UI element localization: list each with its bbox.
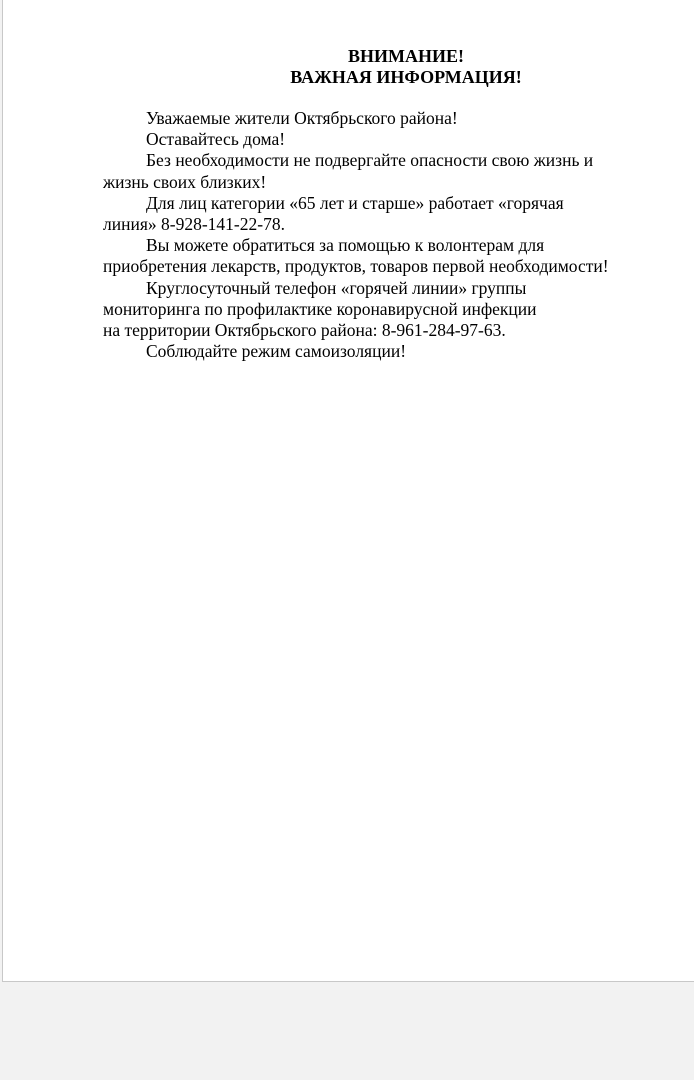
paragraph-line: Круглосуточный телефон «горячей линии» группы [146, 277, 527, 298]
greeting-paragraph [103, 108, 673, 129]
paragraph-line: на территории Октябрьского района: 8-961-284-97-63. [103, 320, 506, 341]
paragraph-line: Вы можете обратиться за помощью к волонтерам для [146, 235, 545, 256]
safety-paragraph [103, 150, 673, 171]
paragraph-line: жизнь своих близких! [103, 171, 267, 192]
volunteers-paragraph [103, 235, 673, 256]
monitoring-hotline-paragraph [103, 278, 673, 299]
paragraph-text: Соблюдайте режим самоизоляции! [146, 341, 407, 362]
paragraph-text: Оставайтесь дома! [146, 129, 286, 150]
page-title [3, 46, 694, 88]
safety-paragraph-cont [103, 172, 673, 193]
self-isolation-paragraph [103, 341, 673, 362]
monitoring-hotline-paragraph-cont [103, 299, 673, 341]
stay-home-paragraph [103, 129, 673, 150]
title-line-2: ВАЖНАЯ ИНФОРМАЦИЯ! [290, 67, 522, 87]
hotline-elderly-paragraph-cont [103, 214, 673, 235]
hotline-elderly-paragraph [103, 193, 673, 214]
paragraph-line: Без необходимости не подвергайте опасности свою жизнь и [146, 150, 594, 171]
paragraph-line: приобретения лекарств, продуктов, товаров первой необходимости! [103, 256, 609, 277]
paragraph-line: линия» 8-928-141-22-78. [103, 214, 285, 235]
volunteers-paragraph-cont [103, 256, 673, 277]
paragraph-line: мониторинга по профилактике коронавирусной инфекции [103, 298, 537, 319]
notice-body [103, 108, 673, 362]
title-line-1: ВНИМАНИЕ! [348, 46, 464, 66]
paragraph-text: Уважаемые жители Октябрьского района! [146, 108, 458, 128]
paragraph-line: Для лиц категории «65 лет и старше» работает «горячая [146, 192, 564, 213]
